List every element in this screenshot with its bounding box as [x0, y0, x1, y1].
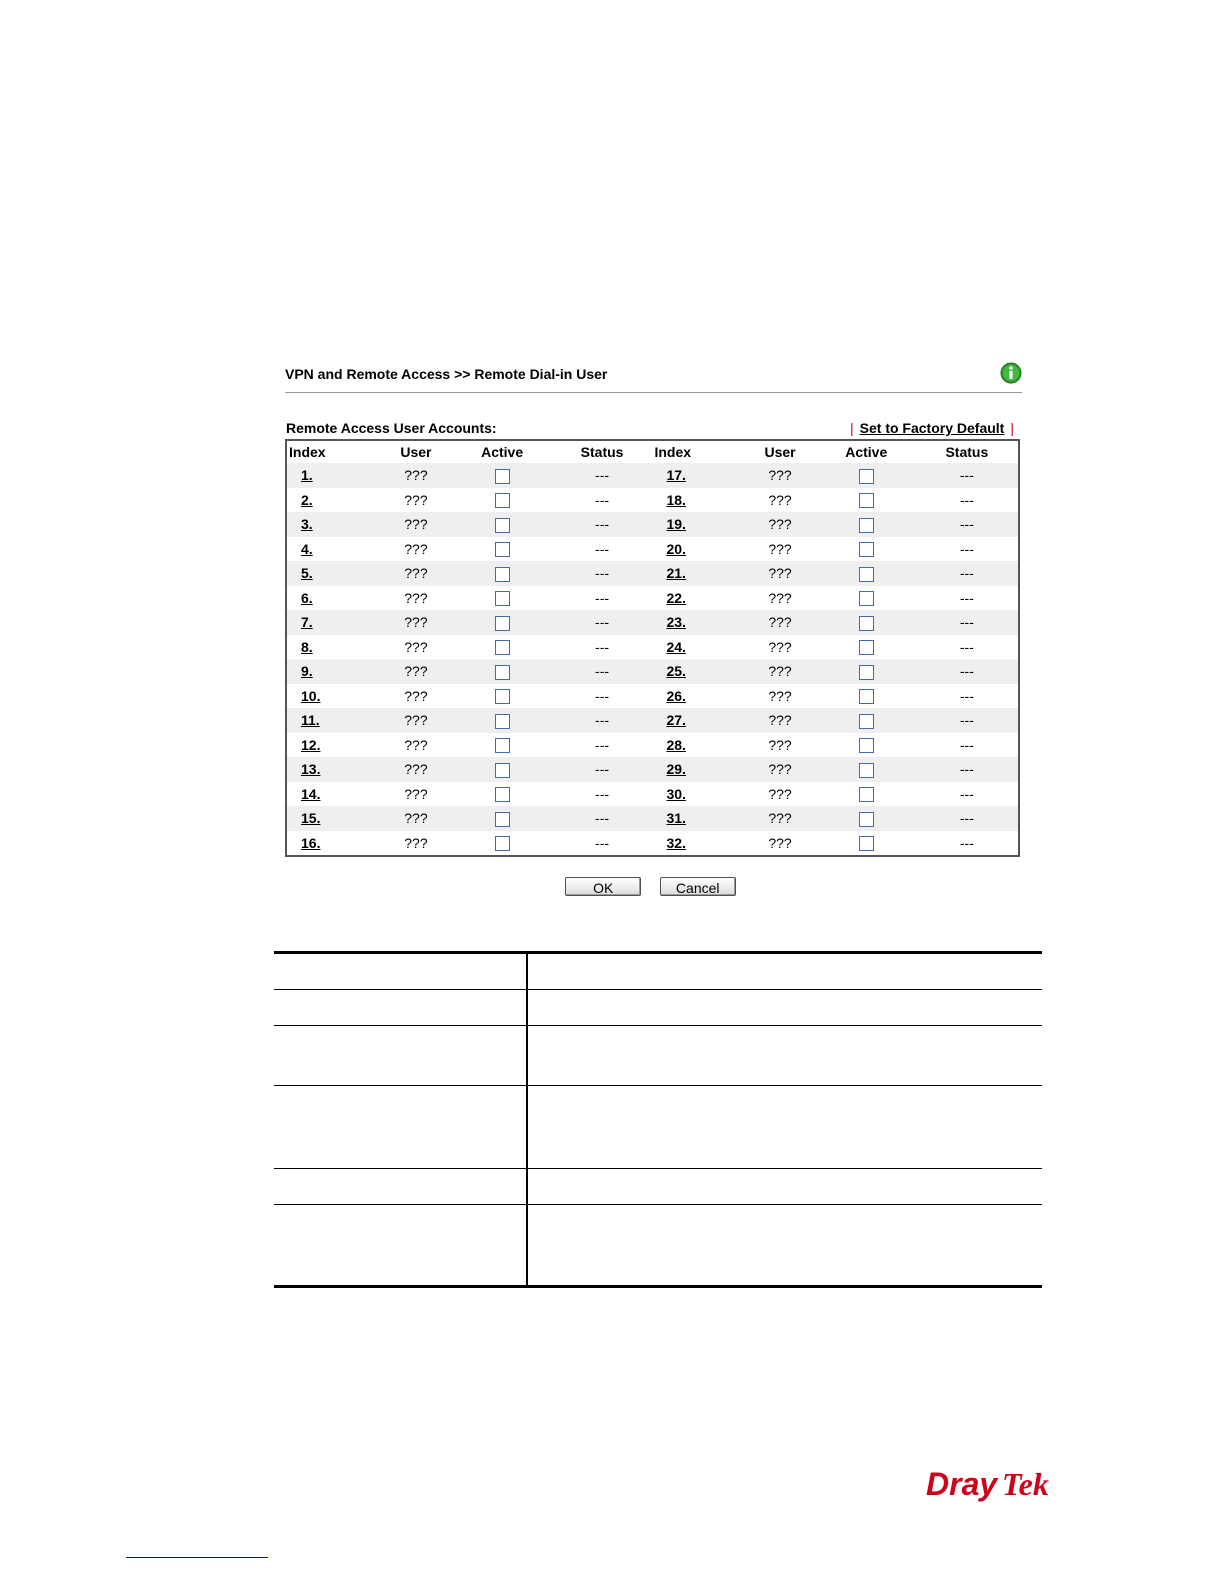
user-index-link[interactable]: 10. — [301, 687, 321, 704]
logo-text-tek: Tek — [1002, 1466, 1049, 1502]
status-cell: --- — [959, 540, 974, 557]
status-cell: --- — [552, 659, 653, 684]
active-cell — [453, 512, 552, 537]
user-index-link[interactable]: 27. — [666, 712, 686, 729]
table-row — [286, 463, 1019, 488]
index-cell — [286, 831, 379, 857]
active-cell — [817, 684, 916, 709]
description-table — [274, 951, 1042, 1288]
separator: | — [850, 420, 854, 436]
active-checkbox[interactable] — [495, 787, 510, 802]
user-cell: ??? — [743, 806, 816, 831]
active-checkbox[interactable] — [859, 567, 874, 582]
footer-rule — [126, 1557, 268, 1558]
user-cell: ??? — [379, 512, 452, 537]
status-cell: --- — [916, 659, 1019, 684]
status-cell: --- — [552, 561, 653, 586]
cancel-button[interactable]: Cancel — [660, 877, 736, 896]
user-index-link[interactable]: 29. — [666, 761, 686, 778]
active-checkbox[interactable] — [859, 665, 874, 680]
status-cell: --- — [552, 708, 653, 733]
user-cell: ??? — [743, 659, 816, 684]
user-index-link[interactable]: 6. — [301, 589, 313, 606]
active-checkbox[interactable] — [495, 469, 510, 484]
status-cell: --- — [552, 610, 653, 635]
active-checkbox[interactable] — [495, 665, 510, 680]
active-checkbox[interactable] — [859, 763, 874, 778]
active-cell — [453, 733, 552, 758]
index-cell — [286, 635, 379, 660]
user-index-link[interactable]: 30. — [666, 785, 686, 802]
user-index-link[interactable]: 13. — [301, 761, 321, 778]
index-cell — [286, 561, 379, 586]
index-cell — [652, 561, 743, 586]
status-cell: --- — [916, 512, 1019, 537]
user-cell: ??? — [743, 708, 816, 733]
user-index-link[interactable]: 19. — [666, 516, 686, 533]
user-cell: ??? — [743, 512, 816, 537]
user-index-link[interactable]: 3. — [301, 516, 313, 533]
active-checkbox[interactable] — [859, 689, 874, 704]
active-checkbox[interactable] — [859, 518, 874, 533]
index-cell — [286, 757, 379, 782]
active-cell — [453, 488, 552, 513]
active-cell — [453, 659, 552, 684]
status-cell: --- — [959, 638, 974, 655]
user-cell: ??? — [404, 638, 428, 655]
user-cell: ??? — [768, 589, 792, 606]
status-cell: --- — [595, 834, 610, 851]
user-index-link[interactable]: 15. — [301, 810, 321, 827]
status-cell: --- — [552, 757, 653, 782]
active-cell — [453, 463, 552, 488]
active-cell — [453, 757, 552, 782]
info-icon[interactable] — [1000, 362, 1022, 384]
table-row — [286, 831, 1019, 857]
table-row — [274, 990, 1042, 1026]
index-cell — [286, 537, 379, 562]
table-row — [286, 635, 1019, 660]
active-cell — [817, 708, 916, 733]
table-row — [286, 488, 1019, 513]
active-cell — [817, 757, 916, 782]
index-cell — [652, 537, 743, 562]
user-cell: ??? — [404, 589, 428, 606]
user-index-link[interactable]: 9. — [301, 663, 313, 680]
user-index-link[interactable]: 12. — [301, 736, 321, 753]
status-cell: --- — [916, 757, 1019, 782]
status-cell: --- — [959, 736, 974, 753]
user-index-link[interactable]: 31. — [666, 810, 686, 827]
user-cell: ??? — [379, 806, 452, 831]
index-cell — [652, 806, 743, 831]
index-cell — [286, 782, 379, 807]
user-index-link[interactable]: 8. — [301, 638, 313, 655]
active-checkbox[interactable] — [495, 518, 510, 533]
active-checkbox[interactable] — [495, 836, 510, 851]
active-checkbox[interactable] — [859, 836, 874, 851]
table-row — [286, 586, 1019, 611]
status-cell: --- — [916, 561, 1019, 586]
active-cell — [817, 561, 916, 586]
active-cell — [817, 733, 916, 758]
user-cell: ??? — [743, 561, 816, 586]
active-cell — [453, 586, 552, 611]
user-rows — [286, 463, 1019, 856]
user-index-link[interactable]: 11. — [301, 712, 320, 729]
table-row — [286, 733, 1019, 758]
index-cell — [652, 733, 743, 758]
column-header-index: Index — [289, 444, 326, 460]
index-cell — [652, 782, 743, 807]
index-cell — [286, 610, 379, 635]
active-cell — [817, 537, 916, 562]
active-checkbox[interactable] — [495, 493, 510, 508]
status-cell: --- — [959, 491, 974, 508]
active-cell — [453, 831, 552, 857]
status-cell: --- — [552, 806, 653, 831]
column-header-active: Active — [845, 444, 888, 460]
section-header — [285, 417, 1022, 439]
column-header-user: User — [400, 444, 432, 460]
active-checkbox[interactable] — [495, 640, 510, 655]
active-checkbox[interactable] — [859, 616, 874, 631]
user-cell: ??? — [404, 785, 428, 802]
table-row — [286, 561, 1019, 586]
user-index-link[interactable]: 5. — [301, 565, 313, 582]
user-cell: ??? — [379, 561, 452, 586]
index-cell — [286, 708, 379, 733]
status-cell: --- — [916, 463, 1019, 488]
active-cell — [817, 488, 916, 513]
active-checkbox[interactable] — [495, 812, 510, 827]
user-cell: ??? — [743, 463, 816, 488]
table-row — [286, 610, 1019, 635]
active-checkbox[interactable] — [859, 542, 874, 557]
active-checkbox[interactable] — [495, 689, 510, 704]
user-index-link[interactable]: 32. — [666, 834, 686, 851]
user-index-link[interactable]: 14. — [301, 785, 321, 802]
user-cell: ??? — [768, 687, 792, 704]
active-cell — [817, 782, 916, 807]
user-index-link[interactable]: 17. — [666, 467, 686, 484]
active-checkbox[interactable] — [495, 542, 510, 557]
active-cell — [453, 635, 552, 660]
active-cell — [453, 537, 552, 562]
user-cell: ??? — [379, 463, 452, 488]
index-cell — [286, 512, 379, 537]
status-cell: --- — [959, 785, 974, 802]
user-cell: ??? — [768, 736, 792, 753]
status-cell: --- — [959, 687, 974, 704]
status-cell: --- — [595, 736, 610, 753]
active-checkbox[interactable] — [859, 591, 874, 606]
active-cell — [453, 782, 552, 807]
user-cell: ??? — [743, 757, 816, 782]
active-cell — [817, 512, 916, 537]
user-cell: ??? — [768, 491, 792, 508]
index-cell — [286, 463, 379, 488]
status-cell: --- — [916, 610, 1019, 635]
table-row — [286, 659, 1019, 684]
title-bar — [285, 362, 1022, 393]
status-cell: --- — [552, 512, 653, 537]
status-cell: --- — [595, 540, 610, 557]
user-cell: ??? — [404, 736, 428, 753]
user-index-link[interactable]: 26. — [666, 687, 686, 704]
index-cell — [652, 659, 743, 684]
page-title: VPN and Remote Access >> Remote Dial-in User — [285, 366, 608, 382]
status-cell: --- — [552, 463, 653, 488]
index-cell — [652, 586, 743, 611]
section-title: Remote Access User Accounts: — [286, 420, 497, 436]
table-header-row — [286, 440, 1019, 463]
user-cell: ??? — [379, 659, 452, 684]
active-cell — [817, 635, 916, 660]
user-cell: ??? — [404, 687, 428, 704]
active-checkbox[interactable] — [495, 763, 510, 778]
index-cell — [652, 463, 743, 488]
table-row — [274, 1026, 1042, 1086]
status-cell: --- — [916, 806, 1019, 831]
index-cell — [286, 586, 379, 611]
table-row — [274, 1205, 1042, 1287]
index-cell — [286, 488, 379, 513]
table-row — [286, 537, 1019, 562]
active-cell — [817, 806, 916, 831]
user-cell: ??? — [404, 834, 428, 851]
table-row — [286, 782, 1019, 807]
user-index-link[interactable]: 4. — [301, 540, 313, 557]
button-bar — [285, 877, 1022, 898]
column-header-active: Active — [481, 444, 524, 460]
user-index-link[interactable]: 18. — [666, 491, 686, 508]
active-checkbox[interactable] — [859, 812, 874, 827]
user-cell: ??? — [404, 491, 428, 508]
user-index-link[interactable]: 25. — [666, 663, 686, 680]
index-cell — [286, 806, 379, 831]
active-cell — [817, 610, 916, 635]
index-cell — [652, 512, 743, 537]
user-index-link[interactable]: 22. — [666, 589, 686, 606]
index-cell — [652, 684, 743, 709]
table-row — [274, 953, 1042, 990]
table-row — [286, 757, 1019, 782]
active-checkbox[interactable] — [859, 640, 874, 655]
active-checkbox[interactable] — [859, 469, 874, 484]
user-index-link[interactable]: 1. — [301, 467, 313, 484]
user-cell: ??? — [768, 540, 792, 557]
factory-default-area — [844, 420, 1020, 436]
users-table — [285, 439, 1020, 857]
index-cell — [286, 684, 379, 709]
active-checkbox[interactable] — [859, 738, 874, 753]
user-cell: ??? — [743, 610, 816, 635]
index-cell — [652, 488, 743, 513]
user-index-link[interactable]: 21. — [666, 565, 686, 582]
user-index-link[interactable]: 24. — [666, 638, 686, 655]
status-cell: --- — [595, 785, 610, 802]
user-cell: ??? — [379, 757, 452, 782]
status-cell: --- — [959, 834, 974, 851]
active-cell — [453, 561, 552, 586]
remote-dial-in-panel — [285, 362, 1022, 898]
user-cell: ??? — [768, 638, 792, 655]
status-cell: --- — [959, 589, 974, 606]
table-row — [286, 806, 1019, 831]
active-cell — [817, 831, 916, 857]
active-cell — [817, 463, 916, 488]
draytek-logo — [926, 1463, 1060, 1507]
active-checkbox[interactable] — [495, 567, 510, 582]
user-cell: ??? — [404, 540, 428, 557]
user-index-link[interactable]: 16. — [301, 834, 321, 851]
active-cell — [817, 659, 916, 684]
table-row — [286, 684, 1019, 709]
active-cell — [817, 586, 916, 611]
active-checkbox[interactable] — [859, 787, 874, 802]
index-cell — [286, 659, 379, 684]
active-cell — [453, 806, 552, 831]
table-row — [286, 708, 1019, 733]
user-index-link[interactable]: 2. — [301, 491, 313, 508]
user-index-link[interactable]: 7. — [301, 614, 313, 631]
table-row — [274, 1086, 1042, 1169]
logo-text-dray: Dray — [926, 1466, 998, 1502]
status-cell: --- — [595, 687, 610, 704]
table-row — [286, 512, 1019, 537]
user-index-link[interactable]: 20. — [666, 540, 686, 557]
active-checkbox[interactable] — [495, 714, 510, 729]
column-header-status: Status — [580, 444, 624, 460]
set-factory-default-link[interactable]: Set to Factory Default — [859, 420, 1005, 436]
column-header-user: User — [764, 444, 796, 460]
separator: | — [1010, 420, 1014, 436]
active-checkbox[interactable] — [495, 591, 510, 606]
table-row — [274, 1169, 1042, 1205]
user-index-link[interactable]: 23. — [666, 614, 686, 631]
user-index-link[interactable]: 28. — [666, 736, 686, 753]
user-cell: ??? — [768, 785, 792, 802]
status-cell: --- — [595, 491, 610, 508]
active-checkbox[interactable] — [495, 616, 510, 631]
active-cell — [453, 708, 552, 733]
column-header-index: Index — [654, 444, 692, 460]
active-checkbox[interactable] — [859, 493, 874, 508]
index-cell — [652, 708, 743, 733]
index-cell — [652, 610, 743, 635]
active-checkbox[interactable] — [859, 714, 874, 729]
ok-button[interactable]: OK — [565, 877, 641, 896]
active-cell — [453, 684, 552, 709]
user-cell: ??? — [379, 610, 452, 635]
user-cell: ??? — [379, 708, 452, 733]
status-cell: --- — [595, 638, 610, 655]
index-cell — [652, 831, 743, 857]
status-cell: --- — [916, 708, 1019, 733]
index-cell — [652, 757, 743, 782]
column-header-status: Status — [945, 444, 989, 460]
index-cell — [652, 635, 743, 660]
active-cell — [453, 610, 552, 635]
user-cell: ??? — [768, 834, 792, 851]
index-cell — [286, 733, 379, 758]
status-cell: --- — [595, 589, 610, 606]
active-checkbox[interactable] — [495, 738, 510, 753]
